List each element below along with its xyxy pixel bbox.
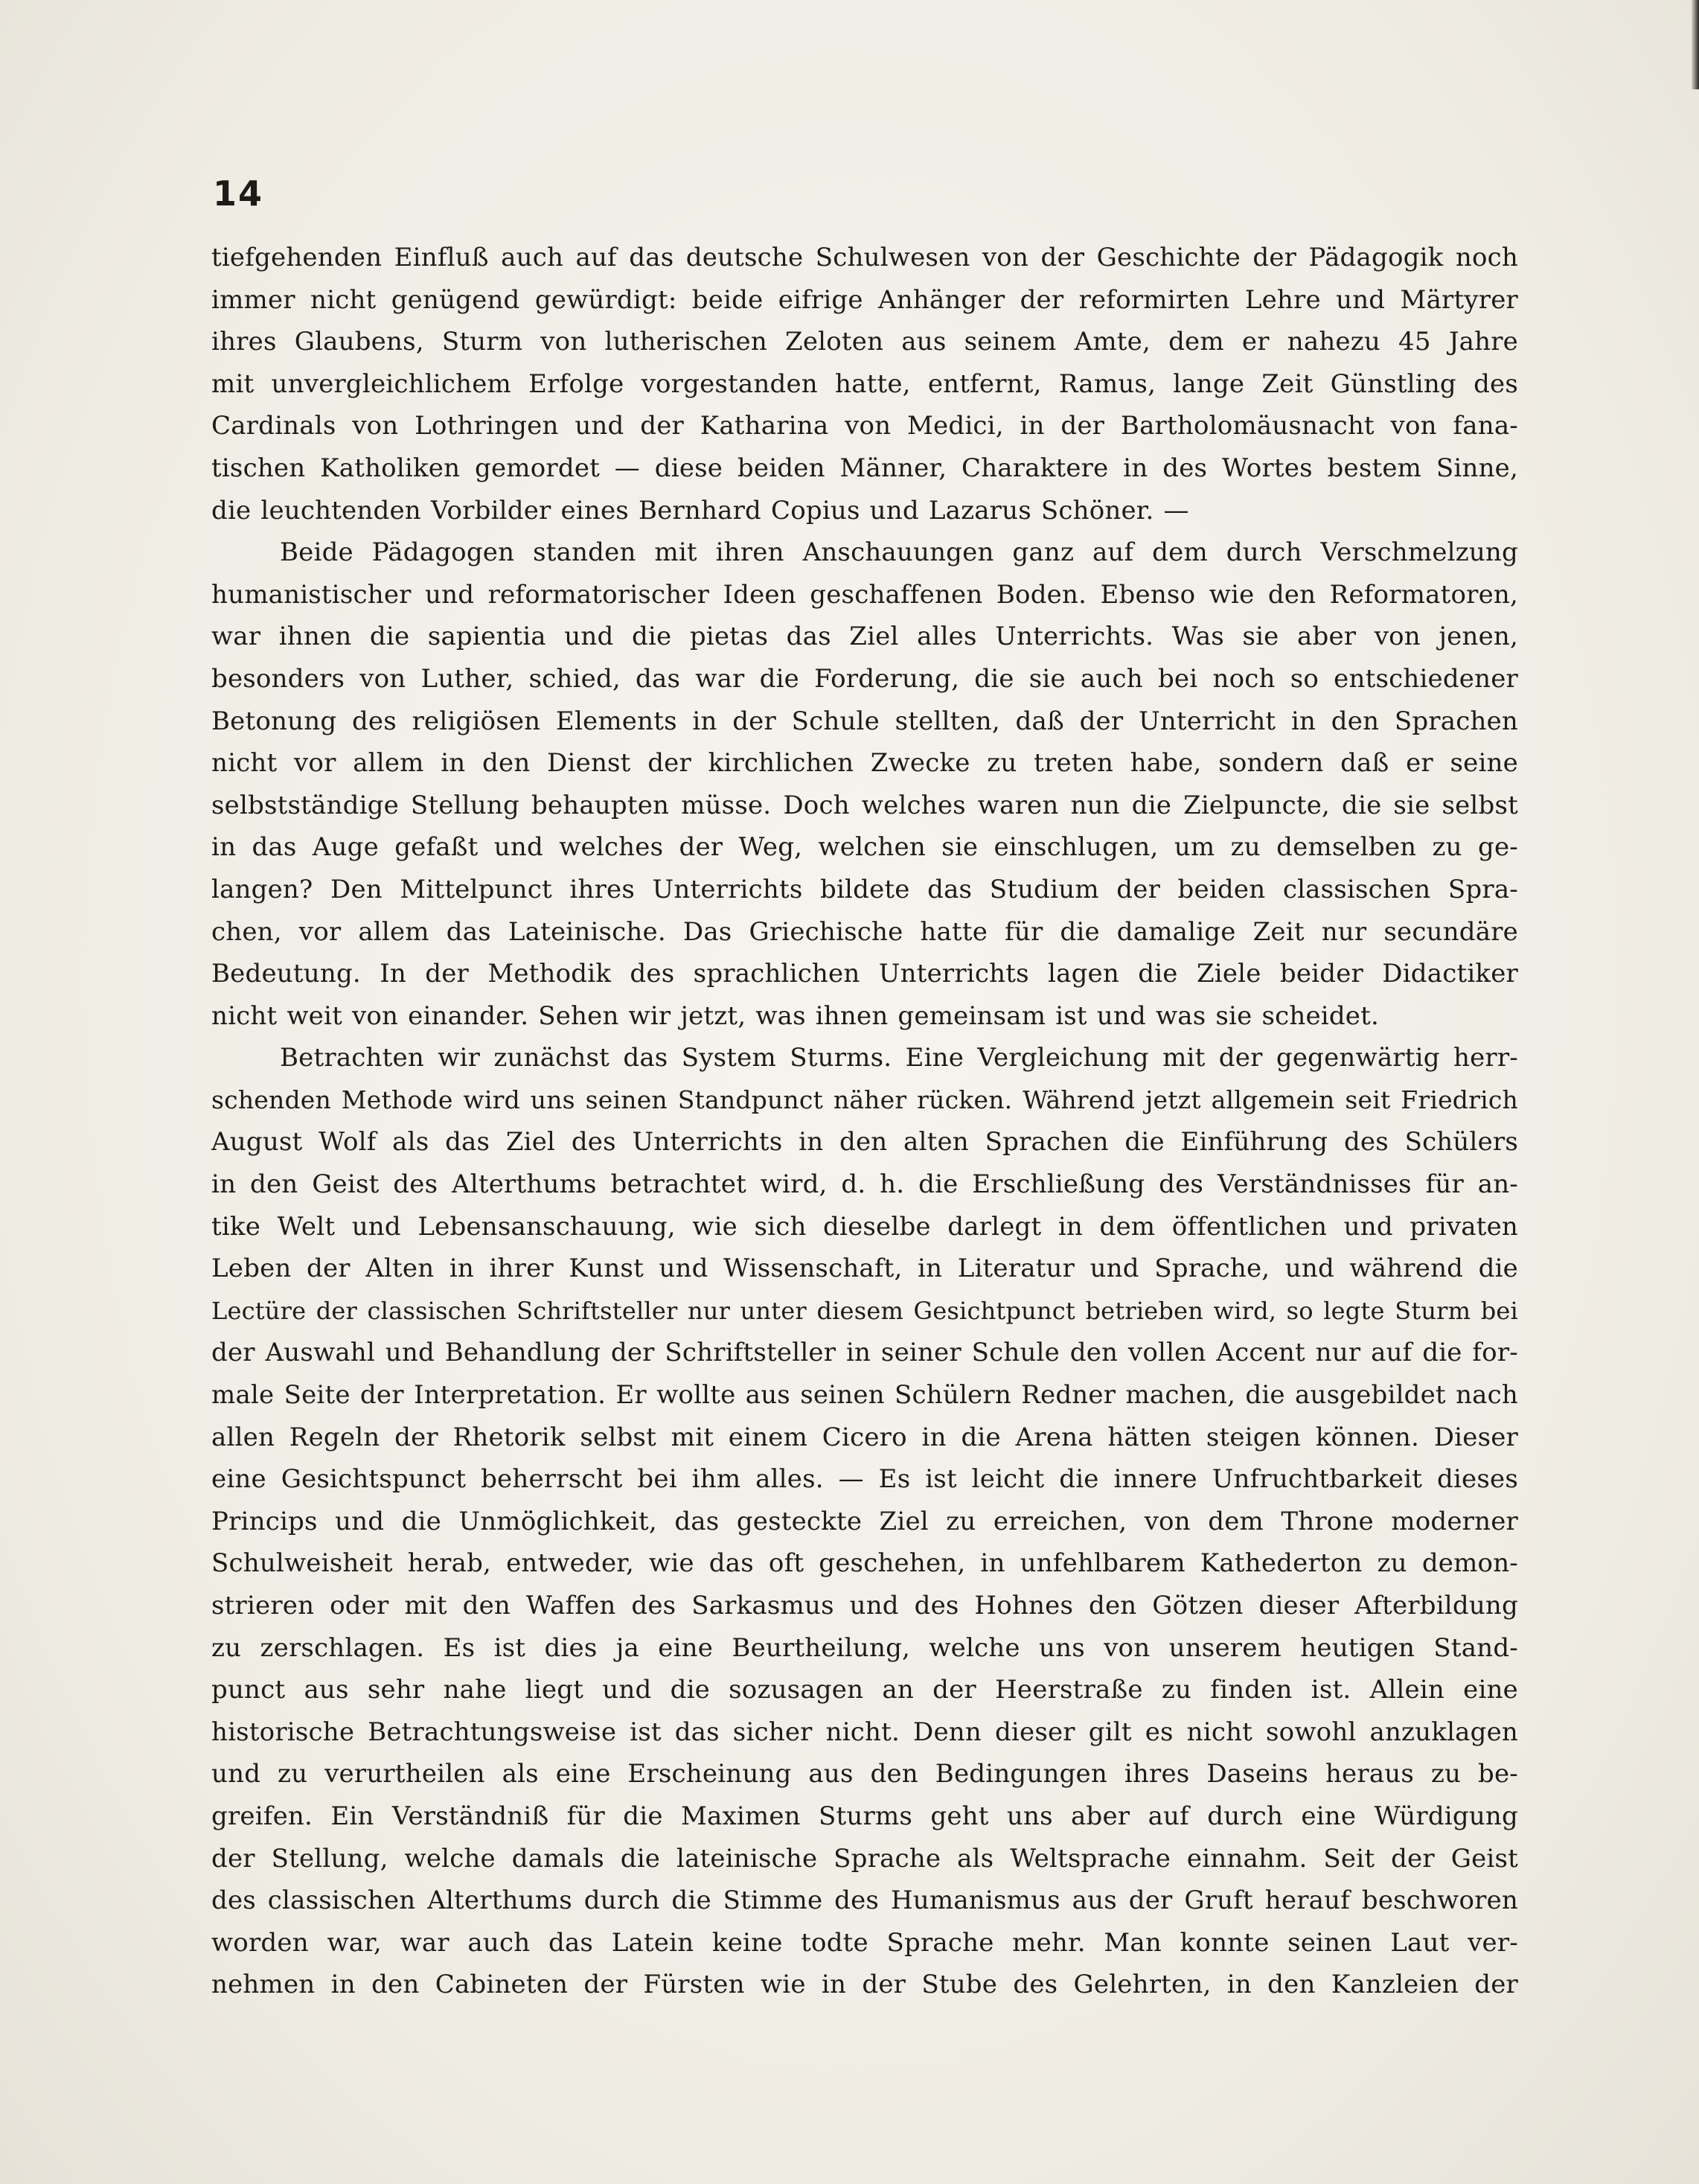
text-line: Princips und die Unmöglichkeit, das gesteckte Ziel zu erreichen, von dem Throne moderner (211, 1506, 1518, 1536)
text-line: die leuchtenden Vorbilder eines Bernhard Copius und Lazarus Schöner. — (211, 495, 1189, 526)
text-line: schenden Methode wird uns seinen Standpunct näher rücken. Während jetzt allgemein seit Friedrich (211, 1085, 1518, 1114)
text-line: selbstständige Stellung behaupten müsse. Doch welches waren nun die Zielpuncte, die sie selbst (211, 790, 1518, 820)
text-line: punct aus sehr nahe liegt und die sozusagen an der Heerstraße zu finden ist. Allein eine (211, 1675, 1518, 1705)
text-line: tike Welt und Lebensanschauung, wie sich dieselbe darlegt in dem öffentlichen und privaten (211, 1211, 1518, 1242)
text-line: chen, vor allem das Lateinische. Das Griechische hatte für die damalige Zeit nur secundäre (211, 916, 1518, 947)
text-line: Leben der Alten in ihrer Kunst und Wissenschaft, in Literatur und Sprache, und während die (211, 1254, 1518, 1284)
text-line: Cardinals von Lothringen und der Katharina von Medici, in der Bartholomäusnacht von fana- (211, 411, 1518, 441)
text-line: in den Geist des Alterthums betrachtet wird, d. h. die Erschließung des Verständnisses für an- (211, 1169, 1518, 1200)
text-line: immer nicht genügend gewürdigt: beide eifrige Anhänger der reformirten Lehre und Märtyrer (211, 284, 1518, 315)
text-line: tiefgehenden Einfluß auch auf das deutsche Schulwesen von der Geschichte der Pädagogik noch (211, 243, 1518, 272)
scan-edge-mark (1692, 0, 1699, 89)
text-line: ihres Glaubens, Sturm von lutherischen Zeloten aus seinem Amte, dem er nahezu 45 Jahre (211, 327, 1518, 357)
text-line: strieren oder mit den Waffen des Sarkasmus und des Hohnes den Götzen dieser Afterbildung (211, 1591, 1518, 1621)
text-line: langen? Den Mittelpunct ihres Unterrichts bildete das Studium der beiden classischen Spra- (211, 874, 1518, 904)
text-line: Schulweisheit herab, entweder, wie das oft geschehen, in unfehlbarem Kathederton zu demon- (211, 1548, 1518, 1579)
text-line: nehmen in den Cabineten der Fürsten wie in der Stube des Gelehrten, in den Kanzleien der (211, 1970, 1518, 2000)
page-number: 14 (213, 173, 264, 214)
text-line: der Auswahl und Behandlung der Schriftsteller in seiner Schule den vollen Accent nur auf die for- (211, 1338, 1518, 1368)
text-line: Lectüre der classischen Schriftsteller nur unter diesem Gesichtpunct betrieben wird, so legte Sturm bei (211, 1296, 1518, 1325)
text-line: humanistischer und reformatorischer Ideen geschaffenen Boden. Ebenso wie den Reformatoren, (211, 579, 1518, 610)
text-line: mit unvergleichlichem Erfolge vorgestanden hatte, entfernt, Ramus, lange Zeit Günstling des (211, 368, 1518, 399)
text-line: allen Regeln der Rhetorik selbst mit einem Cicero in die Arena hätten steigen können. Dieser (211, 1422, 1518, 1452)
text-line: besonders von Luther, schied, das war die Forderung, die sie auch bei noch so entschiedener (211, 663, 1518, 694)
text-line: des classischen Alterthums durch die Stimme des Humanismus aus der Gruft herauf beschworen (211, 1886, 1518, 1916)
paragraph-3 (211, 1037, 1518, 2006)
text-line: worden war, war auch das Latein keine todte Sprache mehr. Man konnte seinen Laut ver- (211, 1927, 1518, 1958)
text-line: zu zerschlagen. Es ist dies ja eine Beurtheilung, welche uns von unserem heutigen Stand- (211, 1632, 1518, 1663)
text-line: greifen. Ein Verständniß für die Maximen Sturms geht uns aber auf durch eine Würdigung (211, 1801, 1518, 1831)
body-text (211, 237, 1518, 2006)
text-line: tischen Katholiken gemordet — diese beiden Männer, Charaktere in des Wortes bestem Sinne, (211, 453, 1518, 483)
text-line: Bedeutung. In der Methodik des sprachlichen Unterrichts lagen die Ziele beider Didactiker (211, 959, 1518, 989)
text-line: der Stellung, welche damals die lateinische Sprache als Weltsprache einnahm. Seit der Geist (211, 1843, 1518, 1874)
text-line: historische Betrachtungsweise ist das sicher nicht. Denn dieser gilt es nicht sowohl anzuklagen (211, 1717, 1518, 1747)
text-line: Betrachten wir zunächst das System Sturms. Eine Vergleichung mit der gegenwärtig herr- (280, 1043, 1518, 1073)
text-line: Beide Pädagogen standen mit ihren Anschauungen ganz auf dem durch Verschmelzung (280, 537, 1518, 568)
text-line: und zu verurtheilen als eine Erscheinung aus den Bedingungen ihres Daseins heraus zu be- (211, 1759, 1518, 1789)
text-line: war ihnen die sapientia und die pietas das Ziel alles Unterrichts. Was sie aber von jenen, (211, 622, 1518, 652)
text-line: nicht vor allem in den Dienst der kirchlichen Zwecke zu treten habe, sondern daß er seine (211, 748, 1518, 779)
paragraph-2 (211, 531, 1518, 1037)
text-line: eine Gesichtspunct beherrscht bei ihm alles. — Es ist leicht die innere Unfruchtbarkeit dieses (211, 1464, 1518, 1495)
text-line: nicht weit von einander. Sehen wir jetzt, was ihnen gemeinsam ist und was sie scheidet. (211, 1000, 1379, 1031)
text-line: August Wolf als das Ziel des Unterrichts in den alten Sprachen die Einführung des Schülers (211, 1127, 1518, 1158)
text-line: Betonung des religiösen Elements in der Schule stellten, daß der Unterricht in den Sprachen (211, 706, 1518, 736)
text-line: in das Auge gefaßt und welches der Weg, welchen sie einschlugen, um zu demselben zu ge- (211, 832, 1518, 863)
paragraph-1 (211, 237, 1518, 531)
text-line: male Seite der Interpretation. Er wollte aus seinen Schülern Redner machen, die ausgebildet nach (211, 1380, 1518, 1411)
